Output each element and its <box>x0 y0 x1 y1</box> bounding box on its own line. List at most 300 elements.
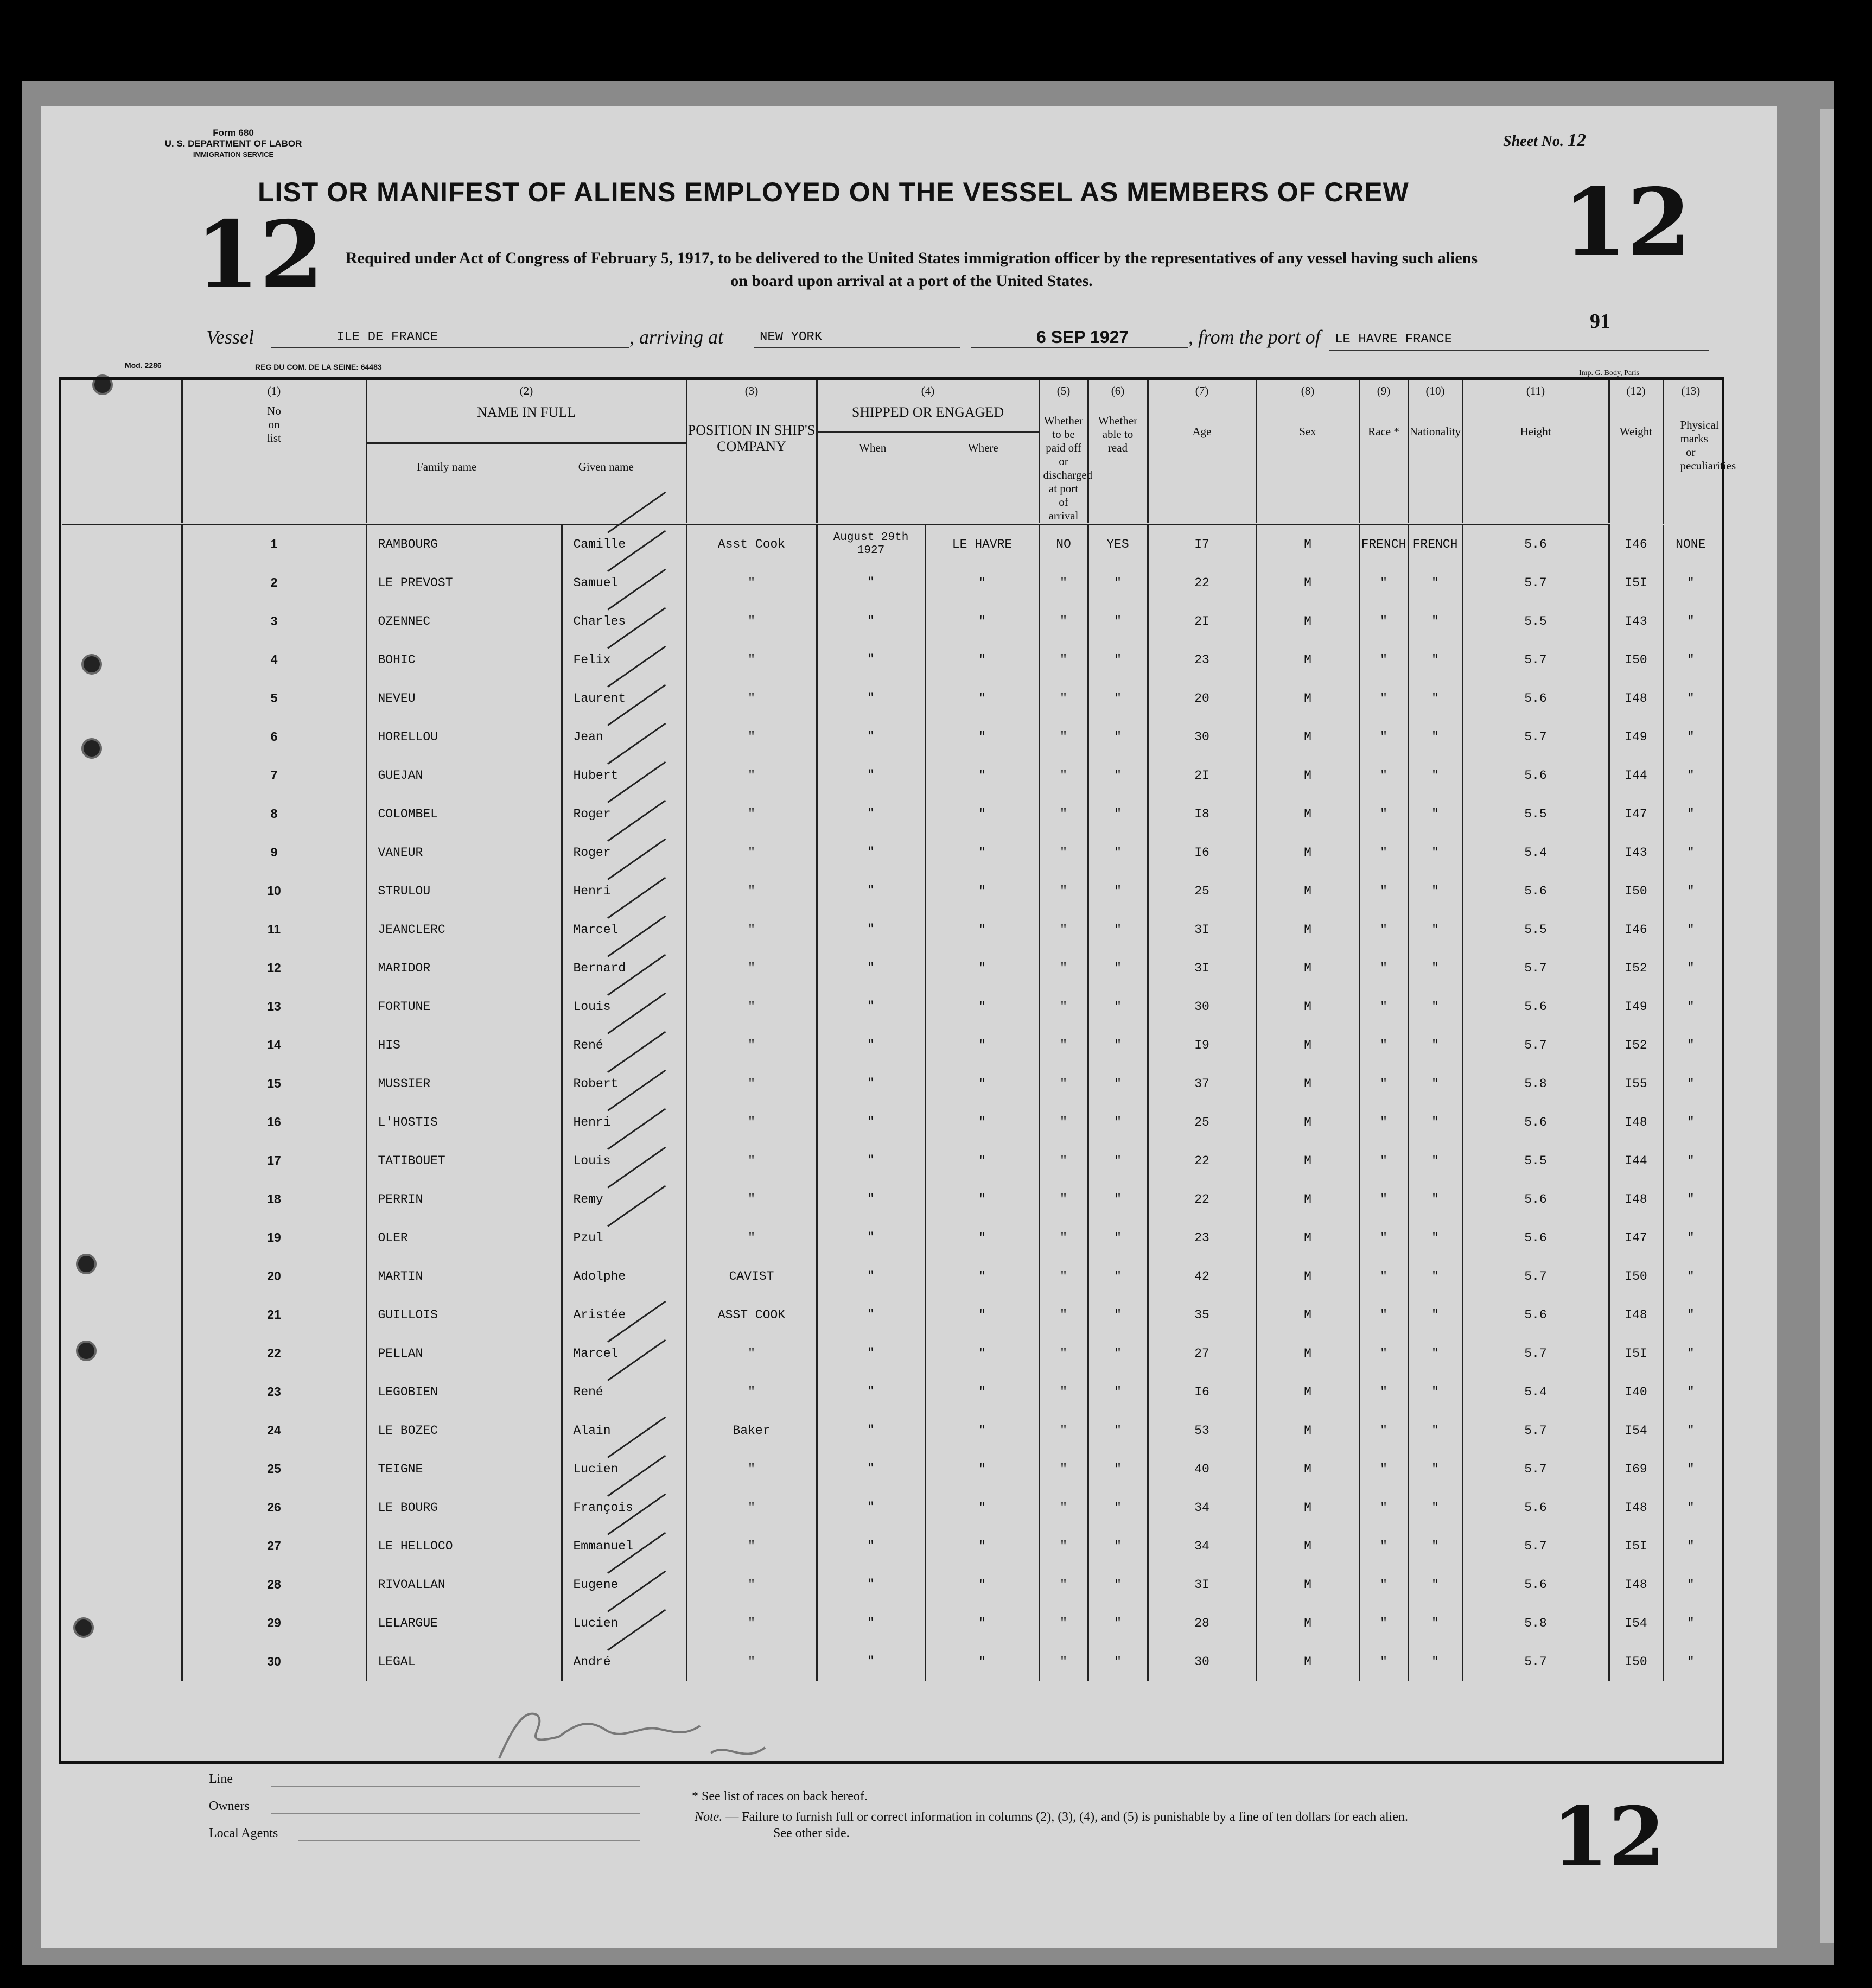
cell-where: " <box>925 563 1039 602</box>
cell-paid: " <box>1039 1064 1088 1103</box>
table-row <box>62 1064 1717 1103</box>
cell-sex: M <box>1256 756 1359 795</box>
where-header: Where <box>967 441 998 454</box>
cell-race: " <box>1359 602 1408 640</box>
table-row <box>62 1026 1717 1064</box>
col-12-header <box>1609 380 1663 524</box>
col-13-label: Physical marks or peculiarities <box>1680 418 1736 472</box>
row-margin <box>62 1064 182 1103</box>
cell-height: 5.7 <box>1462 1334 1609 1373</box>
cell-position: CAVIST <box>686 1257 817 1295</box>
cell-paid: NO <box>1039 525 1088 563</box>
cell-family: LELARGUE <box>366 1604 562 1642</box>
cell-marks: " <box>1663 679 1717 717</box>
cell-when: " <box>817 1103 925 1141</box>
cell-family: LE BOURG <box>366 1488 562 1527</box>
cell-nationality: " <box>1408 1064 1462 1103</box>
cell-paid: " <box>1039 1257 1088 1295</box>
row-number: 4 <box>182 640 366 679</box>
cell-read: " <box>1088 795 1148 833</box>
mod-number: Mod. 2286 <box>125 361 162 370</box>
cell-age: 37 <box>1148 1064 1256 1103</box>
cell-race: " <box>1359 1026 1408 1064</box>
cell-race: " <box>1359 1642 1408 1681</box>
row-margin <box>62 1026 182 1064</box>
cell-position: " <box>686 1103 817 1141</box>
cell-given: Lucien <box>562 1604 686 1642</box>
cell-where: " <box>925 1103 1039 1141</box>
row-margin <box>62 1295 182 1334</box>
cell-nationality: " <box>1408 872 1462 910</box>
col-9-number: (9) <box>1377 384 1391 397</box>
cell-read: " <box>1088 602 1148 640</box>
cell-race: FRENCH <box>1359 525 1408 563</box>
check-mark <box>607 1108 666 1150</box>
cell-weight: I52 <box>1609 949 1663 987</box>
cell-position: " <box>686 1141 817 1180</box>
header-row <box>62 380 1717 524</box>
cell-when: " <box>817 833 925 872</box>
col-3-label: POSITION IN SHIP'S COMPANY <box>687 422 816 454</box>
cell-race: " <box>1359 949 1408 987</box>
cell-race: " <box>1359 795 1408 833</box>
check-mark <box>607 877 666 919</box>
row-number: 10 <box>182 872 366 910</box>
row-margin <box>62 1450 182 1488</box>
cell-given: Camille <box>562 525 686 563</box>
from-port: LE HAVRE FRANCE <box>1335 332 1453 347</box>
cell-family: HIS <box>366 1026 562 1064</box>
cell-given: Marcel <box>562 910 686 949</box>
row-margin <box>62 1565 182 1604</box>
table-row <box>62 1334 1717 1373</box>
row-margin <box>62 987 182 1026</box>
note-label: Note. <box>695 1810 723 1824</box>
cell-age: 2I <box>1148 756 1256 795</box>
cell-where: " <box>925 872 1039 910</box>
col-1-number: (1) <box>267 384 281 397</box>
table-row <box>62 640 1717 679</box>
cell-sex: M <box>1256 1180 1359 1218</box>
local-agents-label: Local Agents <box>209 1826 278 1840</box>
cell-paid: " <box>1039 1218 1088 1257</box>
cell-height: 5.5 <box>1462 795 1609 833</box>
cell-age: 27 <box>1148 1334 1256 1373</box>
subtitle <box>179 247 1644 293</box>
cell-where: " <box>925 1180 1039 1218</box>
page-mark-right: 12 <box>1563 168 1691 277</box>
cell-position: ASST COOK <box>686 1295 817 1334</box>
cell-weight: I40 <box>1609 1373 1663 1411</box>
cell-given: Emmanuel <box>562 1527 686 1565</box>
cell-sex: M <box>1256 1642 1359 1681</box>
cell-when: " <box>817 679 925 717</box>
cell-position: " <box>686 756 817 795</box>
cell-age: 35 <box>1148 1295 1256 1334</box>
cell-age: I8 <box>1148 795 1256 833</box>
cell-nationality: " <box>1408 795 1462 833</box>
cell-weight: I55 <box>1609 1064 1663 1103</box>
cell-race: " <box>1359 563 1408 602</box>
cell-paid: " <box>1039 872 1088 910</box>
cell-position: " <box>686 1334 817 1373</box>
cell-race: " <box>1359 1141 1408 1180</box>
table-row <box>62 949 1717 987</box>
cell-family: TEIGNE <box>366 1450 562 1488</box>
cell-when: " <box>817 949 925 987</box>
cell-given: François <box>562 1488 686 1527</box>
cell-sex: M <box>1256 949 1359 987</box>
cell-sex: M <box>1256 1103 1359 1141</box>
when-header: When <box>859 441 887 454</box>
cell-read: " <box>1088 1527 1148 1565</box>
cell-position: " <box>686 1527 817 1565</box>
table-row <box>62 1295 1717 1334</box>
cell-sex: M <box>1256 872 1359 910</box>
row-number: 11 <box>182 910 366 949</box>
cell-where: " <box>925 1218 1039 1257</box>
cell-family: FORTUNE <box>366 987 562 1026</box>
check-marks <box>597 488 738 1601</box>
row-number: 7 <box>182 756 366 795</box>
cell-age: 28 <box>1148 1604 1256 1642</box>
cell-race: " <box>1359 1103 1408 1141</box>
col-10-label: Nationality <box>1409 425 1461 438</box>
cell-when: " <box>817 1450 925 1488</box>
row-number: 1 <box>182 525 366 563</box>
cell-family: GUEJAN <box>366 756 562 795</box>
cell-position: " <box>686 1218 817 1257</box>
cell-sex: M <box>1256 1604 1359 1642</box>
cell-position: " <box>686 949 817 987</box>
cell-family: BOHIC <box>366 640 562 679</box>
cell-sex: M <box>1256 1026 1359 1064</box>
cell-nationality: " <box>1408 910 1462 949</box>
cell-marks: " <box>1663 1642 1717 1681</box>
cell-family: TATIBOUET <box>366 1141 562 1180</box>
sheet-value: 12 <box>1568 130 1586 150</box>
cell-read: " <box>1088 1141 1148 1180</box>
check-mark <box>607 530 666 572</box>
cell-nationality: " <box>1408 1527 1462 1565</box>
cell-family: JEANCLERC <box>366 910 562 949</box>
cell-when: " <box>817 1064 925 1103</box>
cell-where: " <box>925 640 1039 679</box>
cell-marks: " <box>1663 1450 1717 1488</box>
cell-where: " <box>925 1064 1039 1103</box>
cell-race: " <box>1359 833 1408 872</box>
cell-position: " <box>686 987 817 1026</box>
cell-when: " <box>817 910 925 949</box>
row-number: 28 <box>182 1565 366 1604</box>
cell-race: " <box>1359 1604 1408 1642</box>
cell-paid: " <box>1039 1103 1088 1141</box>
row-number: 18 <box>182 1180 366 1218</box>
cell-height: 5.4 <box>1462 833 1609 872</box>
cell-position: Asst Cook <box>686 525 817 563</box>
cell-given: Hubert <box>562 756 686 795</box>
races-note: * See list of races on back hereof. <box>692 1789 868 1803</box>
cell-sex: M <box>1256 1218 1359 1257</box>
row-number: 8 <box>182 795 366 833</box>
check-mark <box>607 1185 666 1227</box>
cell-given: André <box>562 1642 686 1681</box>
page-mark-left: 12 <box>195 201 324 309</box>
page-count: 91 <box>1590 310 1610 333</box>
cell-position: Baker <box>686 1411 817 1450</box>
cell-position: " <box>686 833 817 872</box>
cell-read: " <box>1088 1103 1148 1141</box>
cell-nationality: " <box>1408 1141 1462 1180</box>
col-2-number: (2) <box>519 384 533 397</box>
cell-marks: " <box>1663 833 1717 872</box>
table-row <box>62 563 1717 602</box>
cell-nationality: " <box>1408 1180 1462 1218</box>
cell-read: " <box>1088 1295 1148 1334</box>
line-underline <box>271 1786 640 1787</box>
cell-given: Charles <box>562 602 686 640</box>
row-margin <box>62 872 182 910</box>
cell-given: Jean <box>562 717 686 756</box>
check-mark <box>607 723 666 765</box>
cell-where: " <box>925 1257 1039 1295</box>
col-11-number: (11) <box>1526 384 1545 397</box>
cell-nationality: FRENCH <box>1408 525 1462 563</box>
cell-nationality: " <box>1408 679 1462 717</box>
cell-race: " <box>1359 1488 1408 1527</box>
table-row <box>62 1642 1717 1681</box>
row-margin <box>62 602 182 640</box>
cell-read: YES <box>1088 525 1148 563</box>
cell-paid: " <box>1039 1527 1088 1565</box>
row-margin <box>62 1642 182 1681</box>
name-subheaders <box>367 442 686 474</box>
cell-marks: " <box>1663 1565 1717 1604</box>
cell-marks: " <box>1663 717 1717 756</box>
cell-position: " <box>686 1026 817 1064</box>
manifest-table <box>62 380 1736 1681</box>
table-row <box>62 795 1717 833</box>
cell-height: 5.7 <box>1462 1527 1609 1565</box>
cell-age: 34 <box>1148 1488 1256 1527</box>
cell-when: " <box>817 1488 925 1527</box>
cell-nationality: " <box>1408 1257 1462 1295</box>
cell-nationality: " <box>1408 833 1462 872</box>
row-margin <box>62 1488 182 1527</box>
cell-race: " <box>1359 717 1408 756</box>
cell-paid: " <box>1039 1295 1088 1334</box>
cell-read: " <box>1088 756 1148 795</box>
subtitle-line-2: on board upon arrival at a port of the United States. <box>730 272 1093 290</box>
cell-nationality: " <box>1408 1604 1462 1642</box>
cell-read: " <box>1088 640 1148 679</box>
cell-marks: " <box>1663 1141 1717 1180</box>
cell-given: Henri <box>562 872 686 910</box>
row-number: 15 <box>182 1064 366 1103</box>
cell-weight: I43 <box>1609 602 1663 640</box>
cell-read: " <box>1088 1218 1148 1257</box>
row-margin <box>62 949 182 987</box>
cell-weight: I43 <box>1609 833 1663 872</box>
cell-given: Roger <box>562 795 686 833</box>
cell-age: 42 <box>1148 1257 1256 1295</box>
cell-weight: I48 <box>1609 679 1663 717</box>
cell-read: " <box>1088 1488 1148 1527</box>
col-10-number: (10) <box>1425 384 1445 397</box>
cell-family: GUILLOIS <box>366 1295 562 1334</box>
cell-race: " <box>1359 1180 1408 1218</box>
cell-family: VANEUR <box>366 833 562 872</box>
col-4-number: (4) <box>921 384 935 397</box>
row-margin <box>62 1103 182 1141</box>
row-margin <box>62 1218 182 1257</box>
row-margin <box>62 1411 182 1450</box>
cell-sex: M <box>1256 1334 1359 1373</box>
cell-where: " <box>925 1411 1039 1450</box>
cell-height: 5.5 <box>1462 910 1609 949</box>
cell-paid: " <box>1039 1334 1088 1373</box>
cell-when: " <box>817 872 925 910</box>
row-margin <box>62 795 182 833</box>
cell-position: " <box>686 1642 817 1681</box>
cell-where: " <box>925 602 1039 640</box>
cell-when: " <box>817 1604 925 1642</box>
cell-sex: M <box>1256 1295 1359 1334</box>
table-row <box>62 1180 1717 1218</box>
col-4-label: SHIPPED OR ENGAGED <box>851 404 1004 420</box>
col-9-label: Race * <box>1368 425 1399 438</box>
cell-marks: " <box>1663 872 1717 910</box>
cell-when: " <box>817 1411 925 1450</box>
cell-paid: " <box>1039 756 1088 795</box>
check-mark <box>607 761 666 803</box>
cell-height: 5.6 <box>1462 872 1609 910</box>
row-margin <box>62 1141 182 1180</box>
cell-height: 5.6 <box>1462 1218 1609 1257</box>
cell-read: " <box>1088 1565 1148 1604</box>
cell-weight: I5I <box>1609 1334 1663 1373</box>
cell-given: Aristée <box>562 1295 686 1334</box>
cell-given: Louis <box>562 987 686 1026</box>
check-mark <box>607 607 666 649</box>
cell-family: PELLAN <box>366 1334 562 1373</box>
cell-nationality: " <box>1408 1411 1462 1450</box>
table-row <box>62 1373 1717 1411</box>
registration: REG DU COM. DE LA SEINE: 64483 <box>255 363 382 371</box>
cell-where: " <box>925 1604 1039 1642</box>
cell-nationality: " <box>1408 563 1462 602</box>
row-number: 23 <box>182 1373 366 1411</box>
cell-family: RIVOALLAN <box>366 1565 562 1604</box>
cell-given: René <box>562 1026 686 1064</box>
col-6-header <box>1088 380 1148 524</box>
row-number: 20 <box>182 1257 366 1295</box>
cell-race: " <box>1359 1295 1408 1334</box>
cell-race: " <box>1359 1565 1408 1604</box>
row-margin <box>62 525 182 563</box>
cell-sex: M <box>1256 1527 1359 1565</box>
cell-paid: " <box>1039 1141 1088 1180</box>
cell-family: MARIDOR <box>366 949 562 987</box>
row-number: 14 <box>182 1026 366 1064</box>
table-row <box>62 525 1717 563</box>
cell-marks: " <box>1663 602 1717 640</box>
service: IMMIGRATION SERVICE <box>193 150 274 158</box>
inspector-signature <box>483 1688 787 1775</box>
cell-given: Laurent <box>562 679 686 717</box>
paper-edge <box>1820 109 1834 1943</box>
cell-paid: " <box>1039 1450 1088 1488</box>
col-1-header <box>182 380 366 524</box>
cell-height: 5.7 <box>1462 1642 1609 1681</box>
cell-when: " <box>817 1218 925 1257</box>
cell-family: STRULOU <box>366 872 562 910</box>
cell-age: I7 <box>1148 525 1256 563</box>
cell-race: " <box>1359 1450 1408 1488</box>
cell-sex: M <box>1256 833 1359 872</box>
cell-marks: " <box>1663 987 1717 1026</box>
arriving-label: , arriving at <box>629 326 724 348</box>
row-number: 24 <box>182 1411 366 1450</box>
cell-family: LEGOBIEN <box>366 1373 562 1411</box>
cell-marks: " <box>1663 756 1717 795</box>
cell-sex: M <box>1256 1064 1359 1103</box>
cell-paid: " <box>1039 1373 1088 1411</box>
cell-where: " <box>925 795 1039 833</box>
row-margin <box>62 679 182 717</box>
row-number: 9 <box>182 833 366 872</box>
cell-given: Bernard <box>562 949 686 987</box>
cell-given: Robert <box>562 1064 686 1103</box>
cell-age: 3I <box>1148 949 1256 987</box>
cell-marks: " <box>1663 640 1717 679</box>
cell-marks: " <box>1663 1180 1717 1218</box>
cell-weight: I52 <box>1609 1026 1663 1064</box>
cell-race: " <box>1359 1257 1408 1295</box>
col-5-header <box>1039 380 1093 524</box>
row-margin <box>62 640 182 679</box>
cell-weight: I48 <box>1609 1488 1663 1527</box>
cell-family: MUSSIER <box>366 1064 562 1103</box>
cell-when: " <box>817 640 925 679</box>
penalty-note <box>695 1810 1498 1825</box>
cell-when: " <box>817 1026 925 1064</box>
row-number: 21 <box>182 1295 366 1334</box>
check-mark <box>607 646 666 688</box>
col-10-header <box>1408 380 1462 524</box>
cell-given: Roger <box>562 833 686 872</box>
cell-nationality: " <box>1408 602 1462 640</box>
cell-height: 5.6 <box>1462 1565 1609 1604</box>
cell-nationality: " <box>1408 1565 1462 1604</box>
table-row <box>62 1218 1717 1257</box>
cell-when: " <box>817 1141 925 1180</box>
cell-when: " <box>817 1565 925 1604</box>
row-number: 12 <box>182 949 366 987</box>
given-name-header: Given name <box>578 460 634 473</box>
cell-height: 5.7 <box>1462 717 1609 756</box>
vessel-underline <box>271 347 629 348</box>
table-row <box>62 1565 1717 1604</box>
col-11-label: Height <box>1520 425 1551 438</box>
cell-position: " <box>686 1180 817 1218</box>
cell-race: " <box>1359 1064 1408 1103</box>
cell-age: 2I <box>1148 602 1256 640</box>
cell-age: 3I <box>1148 1565 1256 1604</box>
line-label: Line <box>209 1772 233 1786</box>
cell-marks: " <box>1663 1103 1717 1141</box>
check-mark <box>607 1301 666 1343</box>
